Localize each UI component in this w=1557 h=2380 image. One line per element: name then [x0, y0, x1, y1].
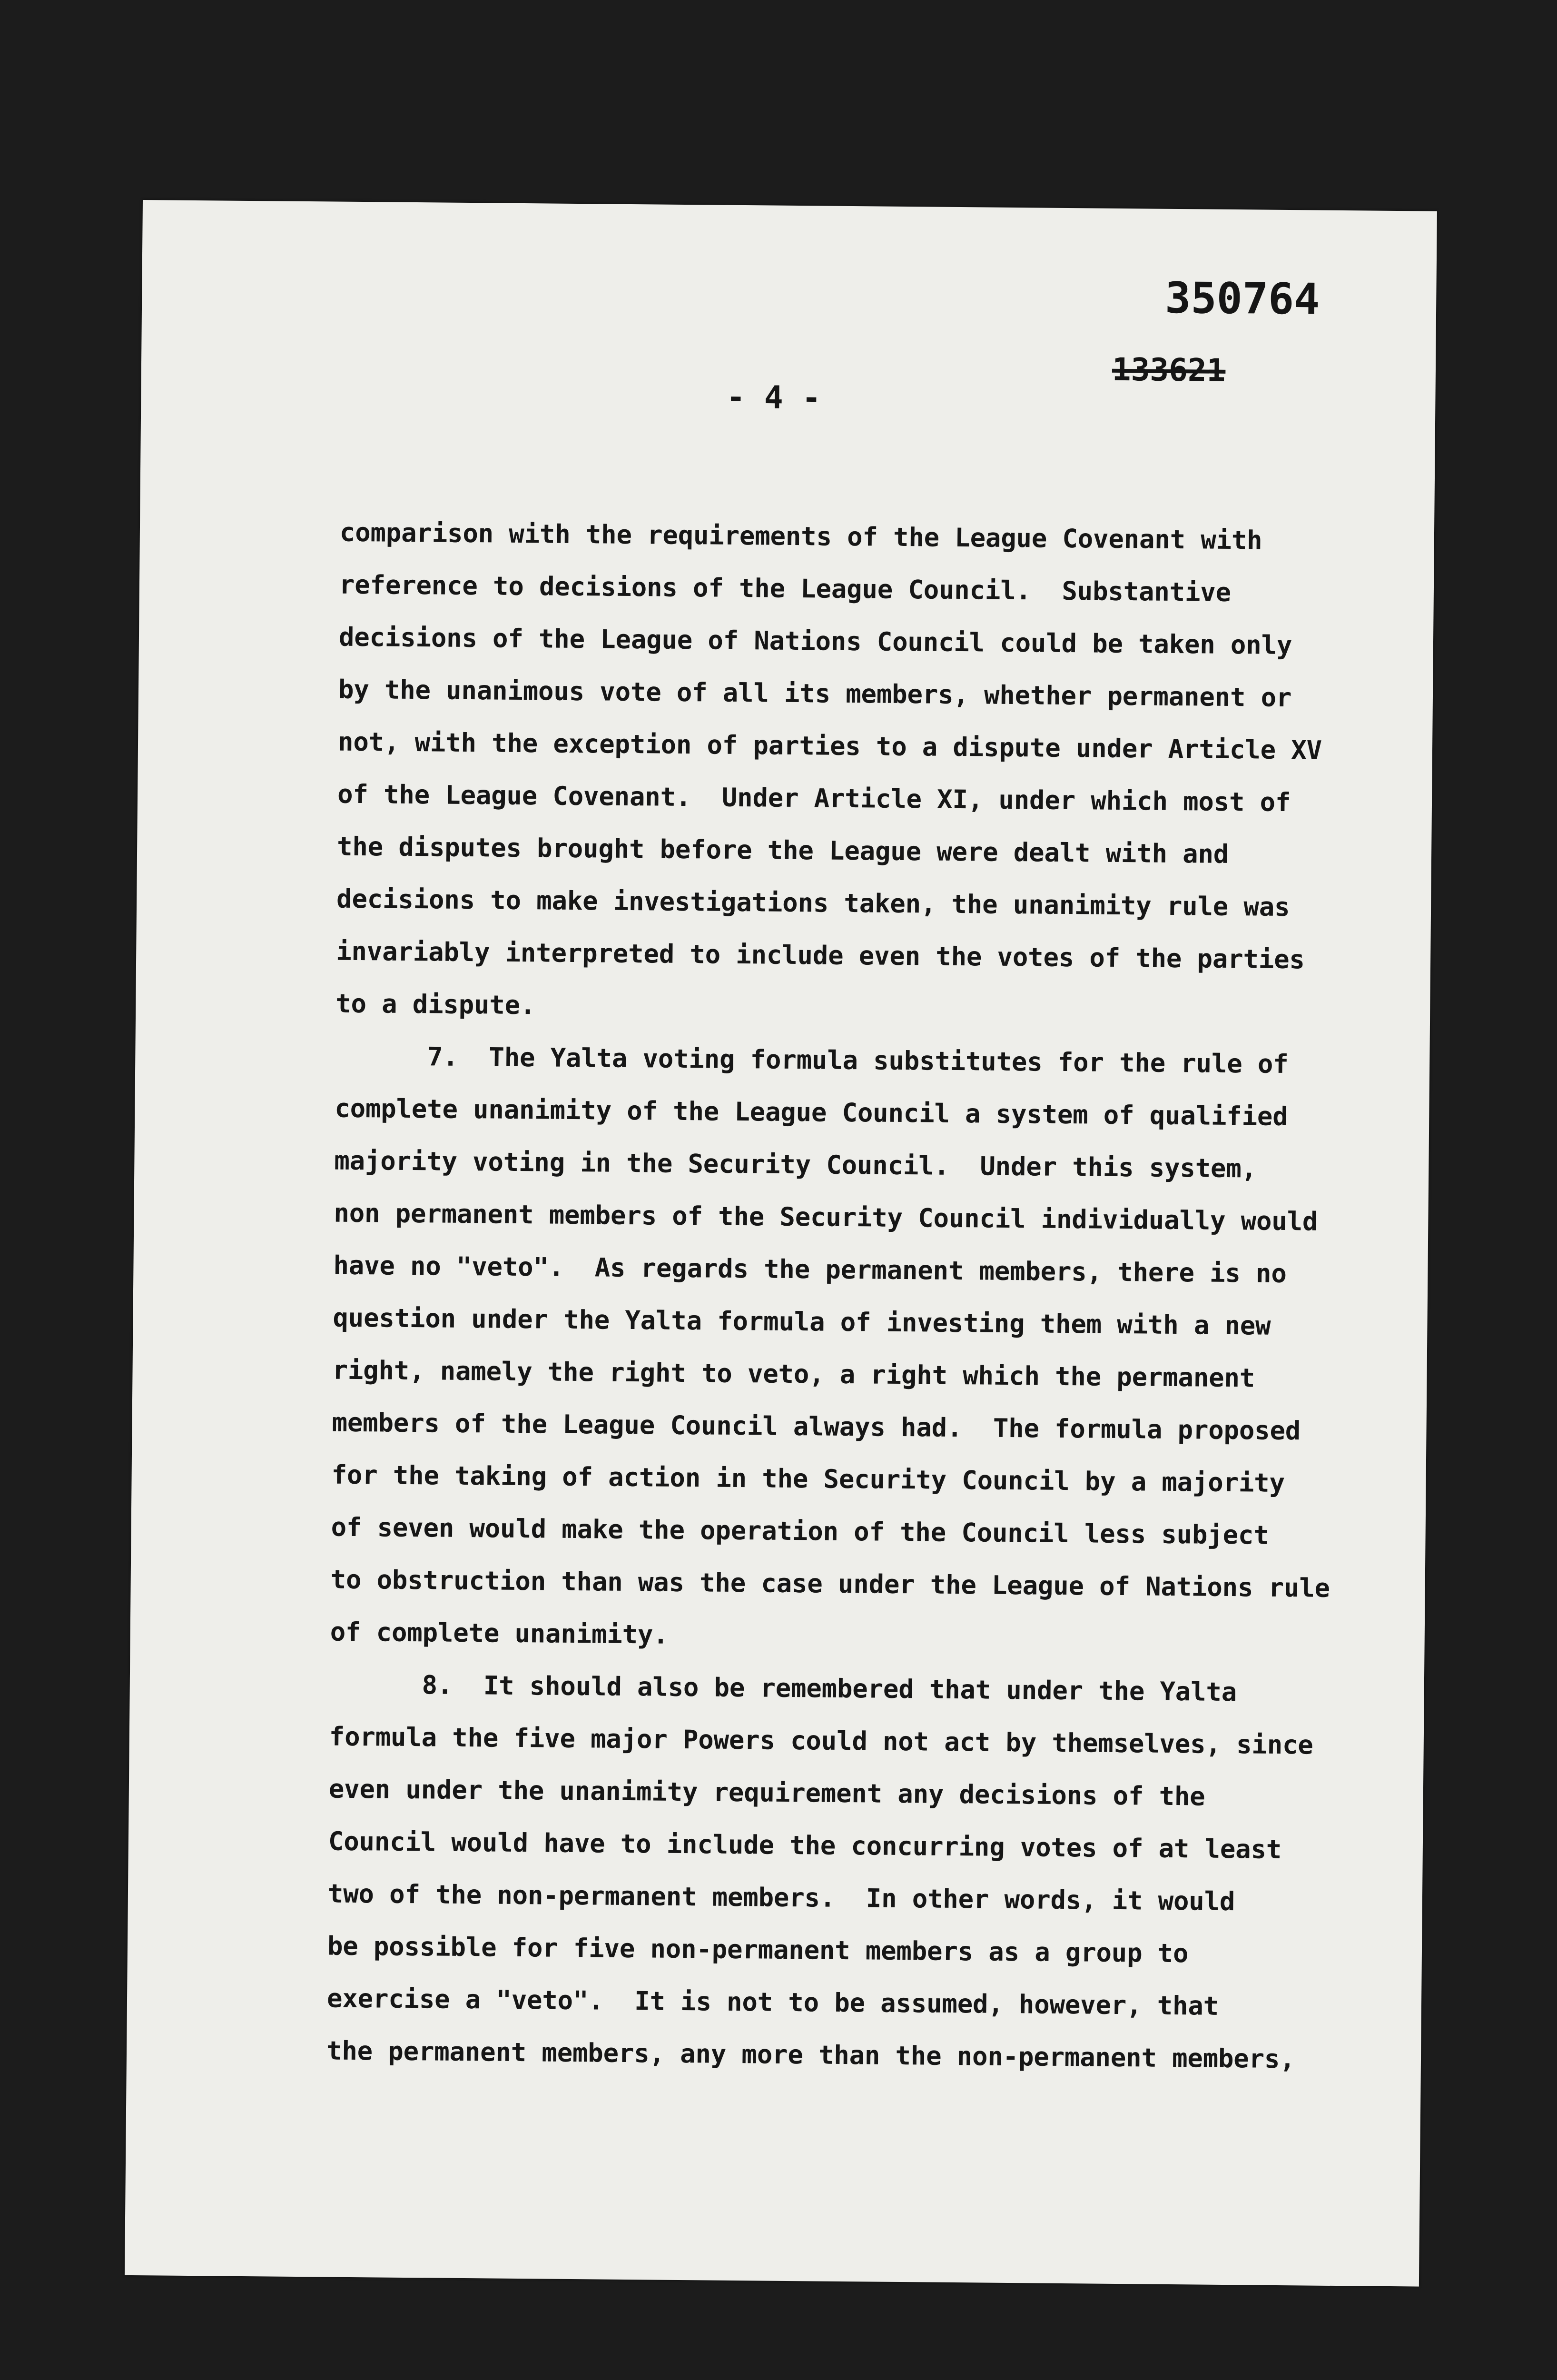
body-line: to a dispute. — [335, 988, 536, 1021]
body-line: by the unanimous vote of all its members, whether permanent or — [338, 674, 1292, 713]
body-line: 8. It should also be remembered that under the Yalta — [329, 1669, 1237, 1707]
body-line: for the taking of action in the Security Council by a majority — [331, 1459, 1285, 1498]
body-line: right, namely the right to veto, a right which the permanent — [332, 1355, 1255, 1393]
body-line: comparison with the requirements of the League Covenant with — [339, 517, 1262, 555]
page-number: - 4 - — [726, 378, 821, 416]
body-line: complete unanimity of the League Council a system of qualified — [335, 1093, 1288, 1132]
body-line: majority voting in the Security Council. Under this system, — [334, 1145, 1257, 1184]
body-line: of seven would make the operation of the Council less subject — [331, 1512, 1269, 1550]
document-body — [326, 506, 1397, 2086]
body-line: members of the League Council always had. The formula proposed — [332, 1407, 1301, 1446]
body-line: have no "veto". As regards the permanent members, there is no — [333, 1250, 1287, 1289]
struck-out-number: 133621 — [1112, 351, 1226, 389]
archive-page-number: 350764 — [1164, 273, 1320, 325]
body-line: of complete unanimity. — [330, 1616, 669, 1650]
body-line: the permanent members, any more than the non-permanent members, — [326, 2035, 1295, 2074]
typed-document-page — [125, 200, 1437, 2287]
body-line: not, with the exception of parties to a dispute under Article XV — [337, 726, 1322, 765]
body-line: even under the unanimity requirement any decisions of the — [328, 1774, 1205, 1812]
body-line: to obstruction than was the case under the League of Nations rule — [330, 1564, 1330, 1603]
body-line: non permanent members of the Security Council individually would — [334, 1198, 1318, 1237]
body-line: two of the non-permanent members. In other words, it would — [327, 1878, 1235, 1917]
body-line: question under the Yalta formula of investing them with a new — [333, 1302, 1271, 1341]
body-line: be possible for five non-permanent members as a group to — [327, 1931, 1189, 1969]
body-line: 7. The Yalta voting formula substitutes for the rule of — [335, 1041, 1289, 1080]
body-line: decisions to make investigations taken, the unanimity rule was — [336, 883, 1290, 922]
body-line: formula the five major Powers could not act by themselves, since — [329, 1721, 1313, 1760]
body-line: exercise a "veto". It is not to be assumed, however, that — [326, 1983, 1219, 2021]
body-line: decisions of the League of Nations Council could be taken only — [338, 622, 1292, 661]
body-line: reference to decisions of the League Council. Substantive — [339, 569, 1232, 607]
body-line: Council would have to include the concurring votes of at least — [328, 1826, 1282, 1865]
body-line: the disputes brought before the League were dealt with and — [336, 831, 1229, 869]
body-line: of the League Covenant. Under Article XI, under which most of — [337, 779, 1291, 818]
body-line: invariably interpreted to include even the votes of the parties — [335, 936, 1305, 975]
